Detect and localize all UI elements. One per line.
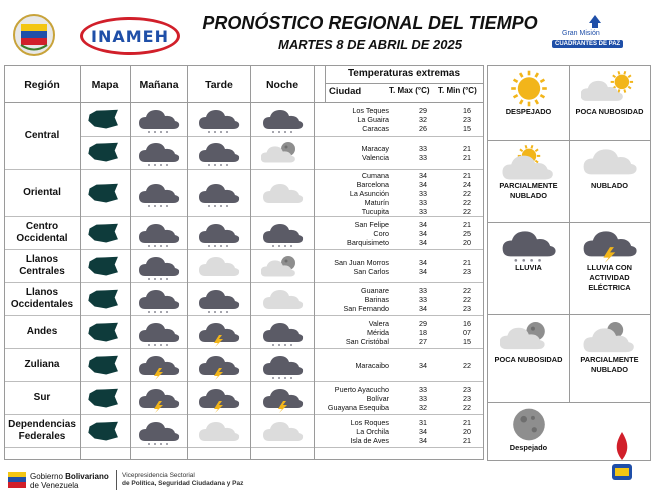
moon-icon [488,406,569,443]
storm-icon [569,226,650,263]
city-row [327,337,483,346]
city-temps [327,250,483,283]
header-night: Noche [265,78,299,91]
tmax-value: 34 [419,266,427,276]
forecast-table [4,65,484,460]
page-date: MARTES 8 DE ABRIL DE 2025 [278,37,462,52]
tmin-value: 24 [463,180,471,189]
tmax-value: 34 [419,436,427,445]
tmin-value: 21 [463,171,471,180]
city-name: Cumana [361,171,389,180]
tmin-value: 25 [463,229,471,238]
legend-label: NUBLADO [591,181,628,190]
legend-label: DESPEJADO [505,107,552,116]
tmin-value: 16 [463,319,471,328]
tmin-value: 23 [463,304,471,313]
city-temps [327,382,483,415]
city-row [327,106,483,115]
region-map-icon [81,218,125,249]
sun-cloud2-icon [488,144,569,181]
storm-icon [261,385,305,413]
tmax-value: 27 [419,337,427,346]
tmax-value: 33 [419,189,427,198]
city-row [327,418,483,427]
city-row [327,361,483,370]
tmax-value: 31 [419,418,427,427]
tmin-value: 15 [463,124,471,133]
region-name: Zuliana [24,359,60,370]
city-name: Puerto Ayacucho [334,385,389,394]
footer [0,462,654,496]
legend-label: LLUVIA [515,263,542,272]
region-map-icon [81,416,125,447]
city-row [327,189,483,198]
city-row [327,180,483,189]
header-temps: Temperaturas extremas [347,68,461,79]
tmin-value: 20 [463,238,471,247]
rain-icon [137,253,181,281]
header-tmin: T. Min (°C) [438,86,477,95]
tmax-value: 34 [419,238,427,247]
tmin-value: 23 [463,266,471,276]
tmax-value: 32 [419,115,427,124]
region-row [5,349,483,382]
city-name: Valencia [361,153,389,162]
city-name: Valera [368,319,389,328]
tmin-value: 21 [463,257,471,267]
rain-icon [261,220,305,248]
tmin-value: 16 [463,106,471,115]
city-row [327,267,483,276]
tmin-value: 21 [463,436,471,445]
city-name: Coro [373,229,389,238]
city-row [327,220,483,229]
page-title: PRONÓSTICO REGIONAL DEL TIEMPO [202,13,538,33]
region-map-icon [81,104,125,135]
city-row [327,385,483,394]
city-row [327,319,483,328]
legend-item [488,226,569,273]
storm-icon [197,352,241,380]
legend-label: POCA NUBOSIDAD [494,355,563,364]
cloud-icon [261,418,305,446]
legend-item [569,318,650,375]
legend-item [569,226,650,293]
city-row [327,115,483,124]
region-row [5,283,483,316]
region-map-icon [81,138,125,169]
region-name: Andes [26,326,58,337]
header-map: Mapa [91,78,119,91]
tmax-value: 33 [419,385,427,394]
region-row [5,170,483,217]
storm-icon [197,319,241,347]
city-row [327,153,483,162]
rain-icon [197,180,241,208]
storm-icon [197,385,241,413]
city-name: Maracaibo [355,361,389,370]
city-temps [327,217,483,250]
tmin-value: 21 [463,418,471,427]
city-name: La Asunción [349,189,389,198]
tmax-value: 34 [419,220,427,229]
tmin-value: 22 [463,207,471,216]
city-name: Los Teques [352,106,389,115]
tmax-value: 33 [419,144,427,153]
tmin-value: 23 [463,385,471,394]
tmin-value: 21 [463,144,471,153]
storm-icon [137,352,181,380]
tmax-value: 29 [419,319,427,328]
rain-icon [261,352,305,380]
city-name: Guanare [361,286,389,295]
moon-cloud-icon [488,318,569,355]
legend-item [488,70,569,117]
tmax-value: 34 [419,361,427,370]
venezuela-flag-icon [8,472,26,488]
region-map-icon [81,251,125,282]
city-row [327,286,483,295]
city-row [327,295,483,304]
city-row [327,258,483,267]
rain-icon [488,226,569,263]
region-row [5,316,483,349]
table-header [5,66,483,103]
region-name: Oriental [23,187,61,198]
city-temps [327,136,483,170]
tmin-value: 22 [463,189,471,198]
cloud-icon [569,144,650,181]
moon-cloud-icon [261,253,305,281]
tmax-value: 33 [419,295,427,304]
header-region: Región [24,78,60,91]
legend-label: POCA NUBOSIDAD [575,107,644,116]
city-row [327,207,483,216]
tmin-value: 20 [463,427,471,436]
tmax-value: 33 [419,207,427,216]
header-morning: Mañana [139,78,179,91]
rain-icon [137,220,181,248]
rain-icon [137,106,181,134]
tmin-value: 23 [463,394,471,403]
legend-item [488,144,569,201]
tmax-value: 26 [419,124,427,133]
city-row [327,394,483,403]
tmin-value: 21 [463,153,471,162]
legend-label: LLUVIA CON ACTIVIDAD ELÉCTRICA [587,263,632,292]
city-name: Barinas [364,295,389,304]
region-name: Dependencias Federales [8,419,76,442]
tmax-value: 34 [419,180,427,189]
city-name: Barcelona [356,180,389,189]
header-tmax: T. Max (°C) [389,86,430,95]
legend-item [488,406,569,453]
city-name: Isla de Aves [350,436,389,445]
city-row [327,124,483,133]
storm-icon [137,385,181,413]
region-name: Sur [33,392,51,403]
tmin-value: 21 [463,220,471,229]
legend-label: PARCIALMENTE NUBLADO [499,181,558,200]
cloud-icon [197,253,241,281]
tmax-value: 32 [419,403,427,412]
region-map-icon [81,317,125,348]
weather-legend [487,65,651,461]
city-name: La Guaira [357,115,389,124]
tmin-value: 07 [463,328,471,337]
header [0,0,654,62]
city-name: San Fernando [343,304,389,313]
region-name: Llanos Occidentales [10,287,74,310]
rain-icon [137,319,181,347]
city-name: Maturín [364,198,389,207]
city-name: Maracay [361,144,389,153]
vice-label: Vicepresidencia Sectorial de Política, Seguridad Ciudadana y Paz [122,472,244,487]
city-name: Mérida [367,328,389,337]
city-name: Los Roques [350,418,389,427]
rain-icon [137,139,181,167]
region-name: Centro Occidental [16,221,68,244]
sun-icon [488,70,569,107]
cloud-icon [197,418,241,446]
cuadrantes-de-paz-logo: Gran Misión CUADRANTES DE PAZ [548,14,646,56]
rain-icon [137,180,181,208]
tmin-value: 22 [463,198,471,207]
region-row [5,250,483,283]
header-afternoon: Tarde [205,78,233,91]
legend-item [569,70,650,117]
legend-label: PARCIALMENTE NUBLADO [580,355,639,374]
region-name: Llanos Centrales [19,254,65,277]
city-row [327,238,483,247]
tmin-value: 22 [463,361,471,370]
city-row [327,171,483,180]
tmin-value: 22 [463,286,471,295]
tmax-value: 33 [419,394,427,403]
moon-cloud2-icon [569,318,650,355]
rain-icon [197,286,241,314]
anniversary-emblem-logo [608,430,636,492]
city-row [327,403,483,412]
tmin-value: 22 [463,295,471,304]
cloud-icon [261,180,305,208]
region-row [5,415,483,448]
region-map-icon [81,178,125,209]
tmax-value: 18 [419,328,427,337]
city-name: San Felipe [354,220,389,229]
tmax-value: 34 [419,229,427,238]
city-row [327,229,483,238]
city-temps [327,349,483,382]
legend-label: Despejado [509,443,548,452]
rain-icon [137,286,181,314]
rain-icon [197,106,241,134]
rain-icon [261,319,305,347]
cloud-icon [261,286,305,314]
city-temps [327,415,483,448]
city-temps [327,103,483,136]
tmin-value: 23 [463,115,471,124]
venezuela-shield-logo [12,14,56,56]
region-name: Central [24,130,60,141]
city-row [327,328,483,337]
tmax-value: 33 [419,153,427,162]
gov-label: Gobierno Bolivariano de Venezuela [30,472,109,490]
city-temps [327,283,483,316]
city-name: San Cristóbal [345,337,389,346]
city-name: Caracas [362,124,389,133]
tmax-value: 34 [419,171,427,180]
city-name: Bolívar [366,394,389,403]
tmin-value: 22 [463,403,471,412]
region-row [5,103,483,170]
tmax-value: 34 [419,304,427,313]
city-row [327,198,483,207]
tmax-value: 33 [419,198,427,207]
rain-icon [261,106,305,134]
rain-icon [197,220,241,248]
region-map-icon [81,284,125,315]
city-name: San Carlos [353,266,389,276]
city-name: Guayana Esequiba [327,403,389,412]
tmin-value: 15 [463,337,471,346]
tmax-value: 29 [419,106,427,115]
rain-icon [197,139,241,167]
tmax-value: 34 [419,427,427,436]
city-name: Tucupita [361,207,389,216]
legend-item [488,318,569,365]
city-row [327,304,483,313]
header-city: Ciudad [329,86,362,97]
region-map-icon [81,350,125,381]
city-name: San Juan Morros [334,257,389,267]
moon-cloud-icon [261,139,305,167]
tmax-value: 33 [419,286,427,295]
city-name: Barquisimeto [347,238,389,247]
rain-icon [137,418,181,446]
city-temps [327,316,483,349]
tmax-value: 34 [419,257,427,267]
sun-cloud-icon [569,70,650,107]
region-row [5,382,483,415]
city-name: La Orchila [356,427,389,436]
region-map-icon [81,383,125,414]
region-row [5,217,483,250]
legend-item [569,144,650,191]
city-temps [327,170,483,217]
city-row [327,427,483,436]
inameh-logo: INAMEH [80,17,180,55]
city-row [327,144,483,153]
city-row [327,436,483,445]
